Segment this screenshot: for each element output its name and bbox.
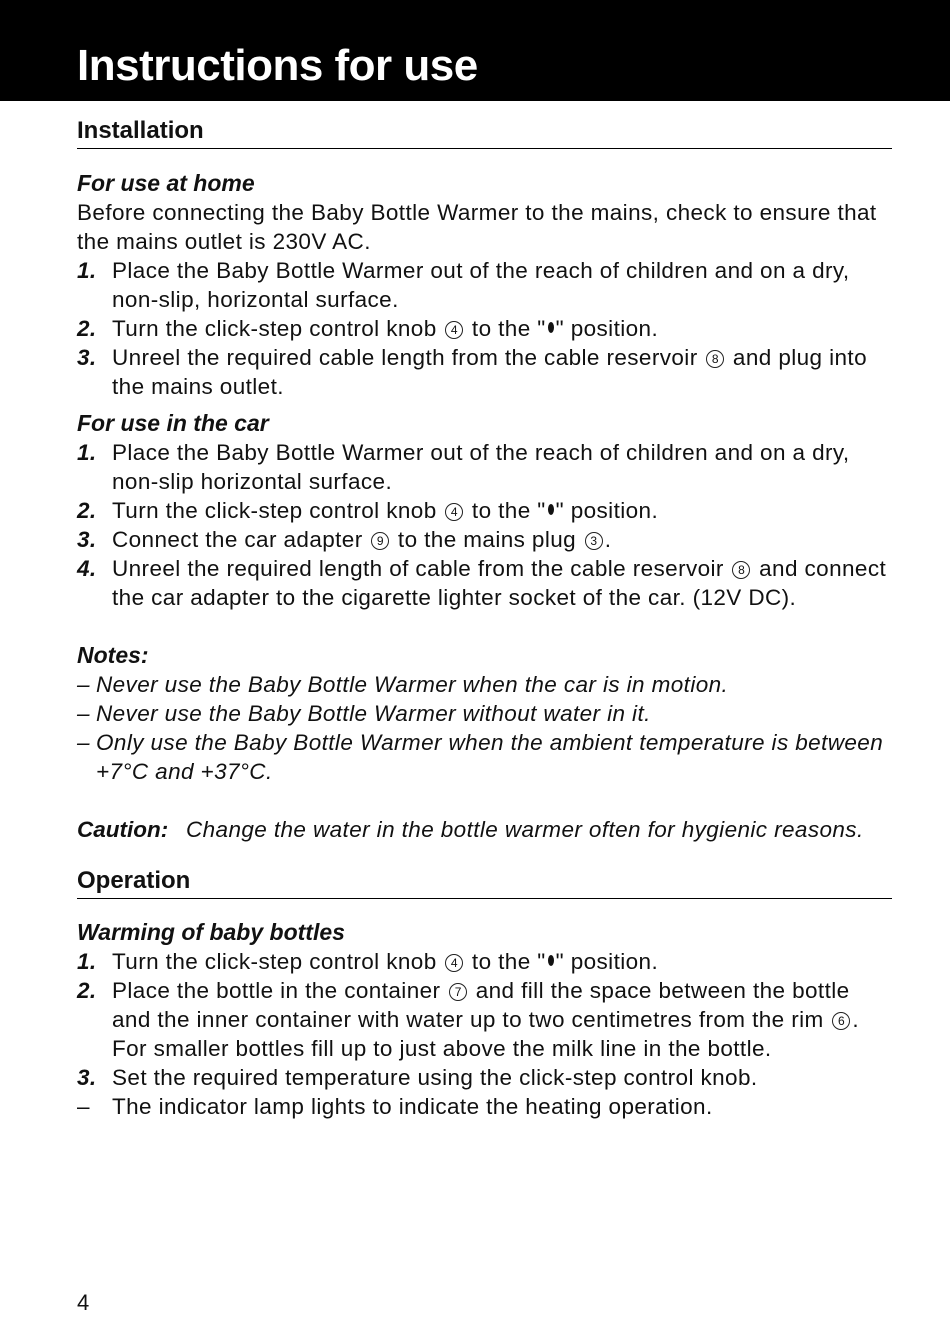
reference-number: 3 — [585, 532, 603, 550]
reference-number: 4 — [445, 321, 463, 339]
car-step-2 — [77, 496, 892, 525]
home-step-1 — [77, 256, 892, 314]
step-number: 3. — [77, 1065, 97, 1090]
indicator-text: The indicator lamp lights to indicate the heating operation. — [112, 1094, 713, 1119]
step-text: Turn the click-step control knob — [112, 498, 437, 523]
step-text: Set the required temperature using the click-step control knob. — [112, 1065, 758, 1090]
step-text: to the " — [471, 498, 546, 523]
page-content — [77, 114, 892, 1121]
step-text: Place the Baby Bottle Warmer out of the reach of children and on a dry, non-slip horizontal surface. — [112, 440, 850, 494]
note-item — [77, 670, 892, 699]
caution-label: Caution: — [77, 817, 169, 842]
dot-position-icon — [548, 322, 554, 333]
step-text: to the " — [471, 316, 546, 341]
step-text: " position. — [555, 316, 659, 341]
step-text: Place the bottle in the container — [112, 978, 441, 1003]
note-text: Never use the Baby Bottle Warmer without water in it. — [96, 701, 651, 726]
step-text: " position. — [555, 949, 659, 974]
reference-number: 9 — [371, 532, 389, 550]
home-intro: Before connecting the Baby Bottle Warmer to the mains, check to ensure that the mains outlet is 230V AC. — [77, 200, 877, 254]
warming-heading: Warming of baby bottles — [77, 919, 345, 945]
indicator-note — [77, 1092, 892, 1121]
reference-number: 6 — [832, 1012, 850, 1030]
note-item — [77, 728, 892, 786]
warming-steps — [77, 947, 892, 1092]
caution-text: Change the water in the bottle warmer often for hygienic reasons. — [186, 817, 864, 842]
step-text: Turn the click-step control knob — [112, 316, 437, 341]
step-number: 2. — [77, 978, 97, 1003]
step-text: Connect the car adapter — [112, 527, 363, 552]
car-steps — [77, 438, 892, 612]
step-text: and fill the space between the bottle and the inner container with water up to two centimetres from the rim — [112, 978, 850, 1032]
step-number: 4. — [77, 556, 97, 581]
step-text: and connect the car adapter to the cigarette lighter socket of the car. (12V DC). — [112, 556, 887, 610]
step-text: to the mains plug — [397, 527, 577, 552]
step-text: . — [604, 527, 612, 552]
dot-position-icon — [548, 955, 554, 966]
car-step-4 — [77, 554, 892, 612]
reference-number: 8 — [732, 561, 750, 579]
title-bar — [0, 0, 950, 101]
step-text: Unreel the required cable length from the cable reservoir — [112, 345, 698, 370]
step-number: 1. — [77, 258, 97, 283]
step-number: 1. — [77, 949, 97, 974]
home-step-3 — [77, 343, 892, 401]
dash-marker: – — [77, 1094, 90, 1119]
operation-heading: Operation — [77, 864, 892, 899]
home-steps — [77, 256, 892, 401]
caution-block — [77, 815, 892, 844]
home-step-2 — [77, 314, 892, 343]
dash-marker: – — [77, 730, 90, 755]
car-use-heading: For use in the car — [77, 410, 269, 436]
reference-number: 4 — [445, 954, 463, 972]
warming-step-1 — [77, 947, 892, 976]
step-text: Turn the click-step control knob — [112, 949, 437, 974]
step-text: . For smaller bottles fill up to just above the milk line in the bottle. — [112, 1007, 859, 1061]
step-number: 1. — [77, 440, 97, 465]
warming-step-3 — [77, 1063, 892, 1092]
dash-marker: – — [77, 672, 90, 697]
car-step-3 — [77, 525, 892, 554]
reference-number: 4 — [445, 503, 463, 521]
step-number: 3. — [77, 345, 97, 370]
home-use-heading: For use at home — [77, 170, 255, 196]
dash-marker: – — [77, 701, 90, 726]
step-text: Place the Baby Bottle Warmer out of the reach of children and on a dry, non-slip, horizontal surface. — [112, 258, 850, 312]
step-text: to the " — [471, 949, 546, 974]
notes-list — [77, 670, 892, 786]
step-text: " position. — [555, 498, 659, 523]
step-number: 2. — [77, 316, 97, 341]
dot-position-icon — [548, 504, 554, 515]
reference-number: 7 — [449, 983, 467, 1001]
step-number: 3. — [77, 527, 97, 552]
installation-heading: Installation — [77, 114, 892, 149]
car-step-1 — [77, 438, 892, 496]
step-number: 2. — [77, 498, 97, 523]
page-number: 4 — [77, 1290, 90, 1315]
page-title: Instructions for use — [77, 41, 478, 90]
notes-heading: Notes: — [77, 642, 149, 668]
warming-step-2 — [77, 976, 892, 1063]
step-text: and plug into the mains outlet. — [112, 345, 867, 399]
note-item — [77, 699, 892, 728]
note-text: Only use the Baby Bottle Warmer when the ambient temperature is between +7°C and +37°C. — [96, 730, 884, 784]
reference-number: 8 — [706, 350, 724, 368]
note-text: Never use the Baby Bottle Warmer when the car is in motion. — [96, 672, 729, 697]
step-text: Unreel the required length of cable from the cable reservoir — [112, 556, 724, 581]
